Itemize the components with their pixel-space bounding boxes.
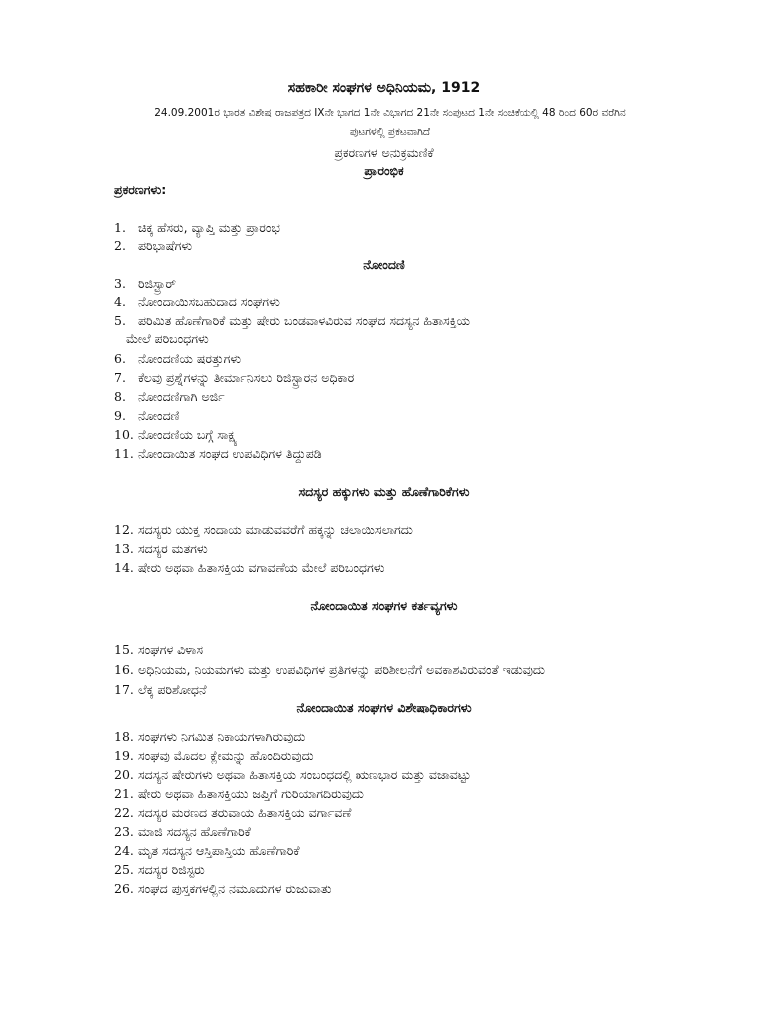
item-number: 13. [114,541,134,556]
list-item [114,521,714,539]
item-text-continued: ಮೇಲೆ ಪರಿಬಂಧಗಳು [126,331,209,346]
item-text: ಸದಸ್ಯನ ಷೇರುಗಳು ಅಥವಾ ಹಿತಾಸಕ್ತಿಯ ಸಂಬಂಧದಲ್ಲಿ ಋಣಭಾರ ಮತ್ತು ವಜಾವಟ್ಟು [138,767,471,782]
item-number: 1. [114,220,126,235]
item-text: ಸದಸ್ಯರು ಯುಕ್ತ ಸಂದಾಯ ಮಾಡುವವರೆಗೆ ಹಕ್ಕನ್ನು ಚಲಾಯಿಸಲಾಗದು [138,522,413,537]
item-number: 25. [114,862,134,877]
list-item [114,823,714,841]
document-title: ಸಹಕಾರೀ ಸಂಘಗಳ ಅಧಿನಿಯಮ, 1912 [287,80,481,96]
item-number: 5. [114,313,126,328]
item-text: ಚಿಕ್ಕ ಹೆಸರು, ವ್ಯಾಪ್ತಿ ಮತ್ತು ಪ್ರಾರಂಭ [138,220,280,235]
item-text: ನೋಂದಣಿಗಾಗಿ ಅರ್ಜಿ [138,389,225,404]
item-text: ನೋಂದಾಯಿತ ಸಂಘದ ಉಪವಿಧಿಗಳ ತಿದ್ದುಪಡಿ [138,446,322,461]
list-item [114,275,714,293]
chapters-label: ಪ್ರಕರಣಗಳು: [114,182,167,197]
item-number: 20. [114,767,134,782]
item-number: 24. [114,843,134,858]
list-item [114,785,714,803]
list-item [114,369,714,387]
list-item [114,237,714,255]
item-number: 8. [114,389,126,404]
item-number: 18. [114,729,134,744]
item-text: ರಿಜಿಸ್ಟ್ರಾರ್ [138,276,176,291]
item-number: 23. [114,824,134,839]
list-item [114,312,714,348]
item-text: ಪರಿಮಿತ ಹೊಣೆಗಾರಿಕೆ ಮತ್ತು ಷೇರು ಬಂಡವಾಳವಿರುವ ಸಂಘದ ಸದಸ್ಯನ ಹಿತಾಸಕ್ತಿಯ [138,313,470,328]
list-item [114,388,714,406]
item-text: ಅಧಿನಿಯಮ, ನಿಯಮಗಳು ಮತ್ತು ಉಪವಿಧಿಗಳ ಪ್ರತಿಗಳನ್ನು ಪರಿಶೀಲನೆಗೆ ಅವಕಾಶವಿರುವಂತೆ ಇಡುವುದು [138,662,545,677]
item-number: 15. [114,642,134,657]
item-number: 11. [114,446,134,461]
publication-note-line2: ಪುಟಗಳಲ್ಲಿ ಪ್ರಕಟವಾಗಿದೆ [349,126,431,138]
item-text: ಷೇರು ಅಥವಾ ಹಿತಾಸಕ್ತಿಯ ವಗಾವಣೆಯ ಮೇಲೆ ಪರಿಬಂಧಗಳು [138,560,385,575]
publication-note [90,104,690,142]
list-item [114,842,714,860]
item-number: 4. [114,294,126,309]
item-number: 7. [114,370,126,385]
item-text: ನೋಂದಣಿಯ ಬಗ್ಗೆ ಸಾಕ್ಷ್ಯ [138,427,238,442]
item-text: ಸದಸ್ಯರ ರಿಜಿಸ್ಟರು [138,862,205,877]
list-item [114,426,714,444]
item-text: ನೋಂದಾಯಿಸಬಹುದಾದ ಸಂಘಗಳು [138,294,280,309]
list-item [114,661,714,679]
list-item [114,641,714,659]
index-heading: ಪ್ರಕರಣಗಳ ಅನುಕ್ರಮಣಿಕೆ [334,145,434,160]
item-number: 26. [114,881,134,896]
list-item [114,747,714,765]
item-text: ಪರಿಭಾಷೆಗಳು [138,238,193,253]
list-item [114,559,714,577]
item-text: ಸಂಘವು ಮೊದಲ ಕ್ಲೇಮನ್ನು ಹೊಂದಿರುವುದು [138,748,314,763]
item-text: ಸಂಘಗಳ ವಿಳಾಸ [138,642,203,657]
list-item [114,681,714,699]
item-text: ನೋಂದಣಿ [138,408,180,423]
item-number: 2. [114,238,126,253]
list-item [114,728,714,746]
list-item [114,804,714,822]
item-text: ಸದಸ್ಯರ ಮತಗಳು [138,541,208,556]
section-heading: ನೋಂದಣಿ [363,257,405,272]
item-number: 3. [114,276,126,291]
item-text: ಸಂಘದ ಪುಸ್ತಕಗಳಲ್ಲಿನ ನಮೂದುಗಳ ರುಜುವಾತು [138,881,332,896]
list-item [114,445,714,463]
item-number: 19. [114,748,134,763]
list-item [114,219,714,237]
list-item [114,540,714,558]
item-number: 22. [114,805,134,820]
item-number: 21. [114,786,134,801]
item-number: 6. [114,351,126,366]
item-text: ಮಾಜಿ ಸದಸ್ಯನ ಹೊಣೆಗಾರಿಕೆ [138,824,251,839]
item-number: 16. [114,662,134,677]
item-text: ಸದಸ್ಯರ ಮರಣದ ತರುವಾಯ ಹಿತಾಸಕ್ತಿಯ ವರ್ಗಾವಣೆ [138,805,352,820]
list-item [114,766,714,784]
item-text: ನೋಂದಣಿಯ ಷರತ್ತುಗಳು [138,351,242,366]
preliminary-heading: ಪ್ರಾರಂಭಿಕ [364,163,404,178]
item-text: ಸಂಘಗಳು ನಿಗಮಿತ ನಿಕಾಯಗಳಾಗಿರುವುದು [138,729,306,744]
item-number: 14. [114,560,134,575]
item-text: ಕೆಲವು ಪ್ರಶ್ನೆಗಳನ್ನು ತೀರ್ಮಾನಿಸಲು ರಿಜಿಸ್ಟ್ರಾರನ ಅಧಿಕಾರ [138,370,355,385]
item-text: ಲೆಕ್ಕ ಪರಿಶೋಧನೆ [138,682,207,697]
publication-note-line1: 24.09.2001ರ ಭಾರತ ವಿಶೇಷ ರಾಜಪತ್ರದ IXನೇ ಭಾಗದ 1ನೇ ವಿಭಾಗದ 21ನೇ ಸಂಪುಟದ 1ನೇ ಸಂಚಿಕೆಯಲ್ಲಿ 48 ರಿಂದ 60ರ ವರೆಗಿನ [154,107,626,119]
item-number: 10. [114,427,134,442]
item-text: ಷೇರು ಅಥವಾ ಹಿತಾಸಕ್ತಿಯು ಜಪ್ತಿಗೆ ಗುರಿಯಾಗದಿರುವುದು [138,786,364,801]
list-item [114,861,714,879]
item-text: ಮೃತ ಸದಸ್ಯನ ಆಸ್ತಿಪಾಸ್ತಿಯ ಹೊಣೆಗಾರಿಕೆ [138,843,300,858]
section-heading: ನೋಂದಾಯಿತ ಸಂಘಗಳ ವಿಶೇಷಾಧಿಕಾರಗಳು [296,700,472,715]
list-item [114,350,714,368]
section-heading: ಸದಸ್ಯರ ಹಕ್ಕುಗಳು ಮತ್ತು ಹೊಣೆಗಾರಿಕೆಗಳು [298,484,470,499]
list-item [114,880,714,898]
item-number: 17. [114,682,134,697]
list-item [114,293,714,311]
item-number: 12. [114,522,134,537]
section-heading: ನೋಂದಾಯಿತ ಸಂಘಗಳ ಕರ್ತವ್ಯಗಳು [310,598,458,613]
list-item [114,407,714,425]
item-number: 9. [114,408,126,423]
